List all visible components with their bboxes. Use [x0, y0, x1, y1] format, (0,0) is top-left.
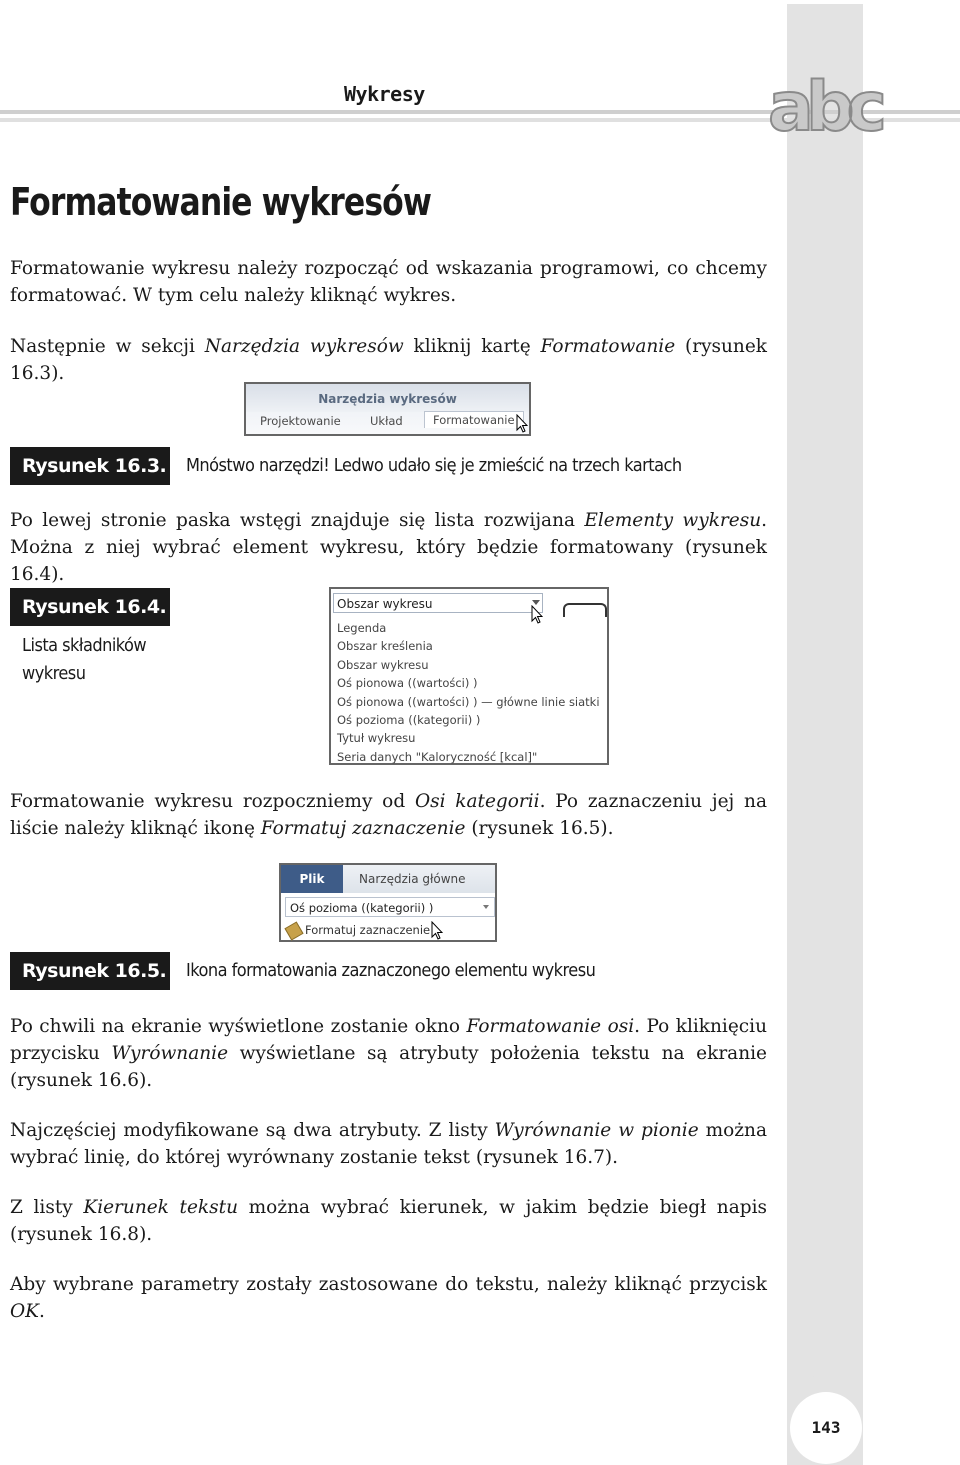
list-item[interactable]: Legenda: [337, 621, 387, 635]
paragraph-6: Najczęściej modyfikowane są dwa atrybuty. Z listy Wyrównanie w pionie można wybrać linię, do której wyrównany zostanie tekst (rysunek 16.7).: [10, 1120, 767, 1168]
figure-label-16-5: Rysunek 16.5.: [10, 952, 170, 990]
figure-caption-16-4-line1: Lista składników: [22, 635, 147, 656]
paragraph-7: Z listy Kierunek tekstu można wybrać kierunek, w jakim będzie biegł napis (rysunek 16.8).: [10, 1197, 767, 1245]
chevron-down-icon: [483, 905, 489, 909]
figure-caption-16-4-line2: wykresu: [22, 663, 86, 684]
figure-label-16-4: Rysunek 16.4.: [10, 588, 170, 626]
side-band-cap: [787, 0, 863, 4]
paragraph-3: Po lewej stronie paska wstęgi znajduje się lista rozwijana Elementy wykresu. Można z niej wybrać element wykresu, który będzie formatowany (rysunek 16.4).: [10, 510, 767, 585]
tab-home[interactable]: Narzędzia główne: [359, 872, 466, 886]
mouse-cursor-icon: [431, 921, 443, 945]
figure-16-3-screenshot: [244, 382, 531, 436]
list-item[interactable]: Tytuł wykresu: [337, 731, 416, 746]
list-item[interactable]: Oś pionowa ((wartości) ): [337, 676, 478, 691]
chart-elements-dropdown[interactable]: Oś pozioma ((kategorii) ): [285, 897, 495, 917]
tab-format[interactable]: Formatowanie: [424, 411, 524, 428]
list-item[interactable]: Obszar wykresu: [337, 657, 429, 672]
page-number: 143: [790, 1392, 862, 1464]
chart-tools-group-label: Narzędzia wykresów: [246, 384, 529, 412]
paragraph-4: Formatowanie wykresu rozpoczniemy od Osi kategorii. Po zaznaczeniu jej na liście należy kliknąć ikonę Formatuj zaznaczenie (rysunek 16.5).: [10, 791, 767, 839]
paragraph-2: Następnie w sekcji Narzędzia wykresów kliknij kartę Formatowanie (rysunek 16.3).: [10, 336, 768, 384]
ribbon-button-edge: [563, 603, 607, 617]
chapter-title: Wykresy: [344, 82, 425, 106]
figure-caption-16-5: Ikona formatowania zaznaczonego elementu wykresu: [186, 960, 596, 981]
tab-file[interactable]: Plik: [281, 865, 343, 893]
list-item[interactable]: Oś pozioma ((kategorii) ): [337, 712, 481, 727]
list-item[interactable]: Oś pionowa ((wartości) ) — główne linie siatki: [337, 694, 600, 709]
paragraph-8: Aby wybrane parametry zostały zastosowane do tekstu, należy kliknąć przycisk OK.: [10, 1274, 767, 1322]
figure-16-4-screenshot: [329, 587, 609, 765]
tab-design[interactable]: Projektowanie: [260, 414, 341, 428]
page-title: Formatowanie wykresów: [10, 180, 431, 224]
mouse-cursor-icon: [516, 414, 528, 438]
figure-16-5-screenshot: [279, 863, 497, 942]
abc-logo: abc: [768, 68, 879, 147]
chart-elements-dropdown[interactable]: Obszar wykresu: [333, 593, 543, 613]
format-selection-button[interactable]: Formatuj zaznaczenie: [287, 921, 430, 939]
format-selection-icon: [284, 921, 303, 940]
figure-label-16-3: Rysunek 16.3.: [10, 447, 170, 485]
paragraph-1: Formatowanie wykresu należy rozpocząć od wskazania programowi, co chcemy formatować. W tym celu należy kliknąć wykres.: [10, 258, 767, 306]
chart-elements-list: [337, 619, 600, 766]
side-margin-band: [787, 0, 863, 1465]
paragraph-5: Po chwili na ekranie wyświetlone zostanie okno Formatowanie osi. Po kliknięciu przycisku Wyrównanie wyświetlane są atrybuty położenia tekstu na ekranie (rysunek 16.6).: [10, 1016, 767, 1091]
tab-layout[interactable]: Układ: [370, 414, 403, 428]
list-item[interactable]: Seria danych "Kaloryczność [kcal]": [337, 749, 538, 764]
list-item[interactable]: Obszar kreślenia: [337, 639, 433, 654]
figure-caption-16-3: Mnóstwo narzędzi! Ledwo udało się je zmieścić na trzech kartach: [186, 455, 682, 476]
